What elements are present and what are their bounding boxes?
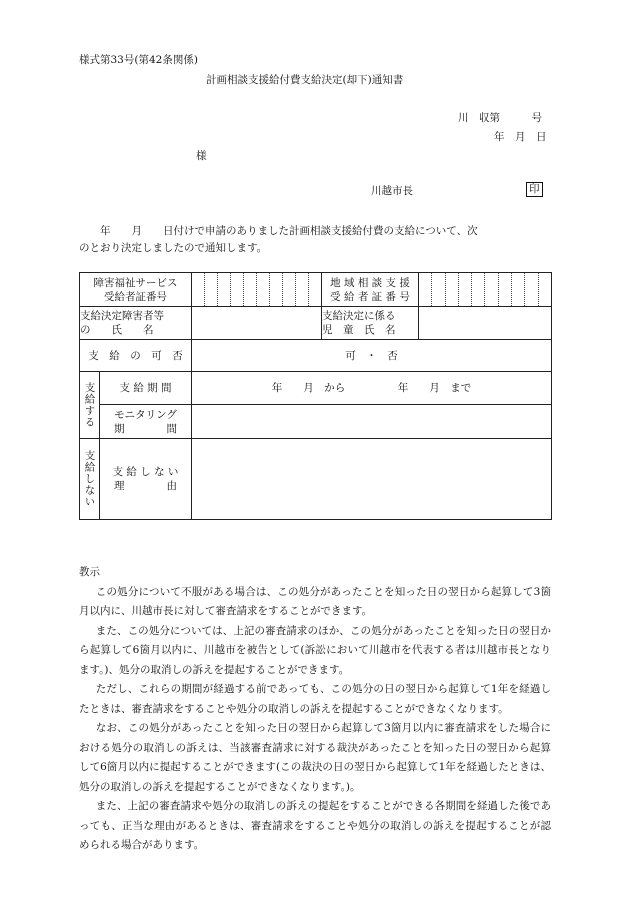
notice-paragraph: ただし、これらの期間が経過する前であっても、この処分の日の翌日から起算して1年を経過したときは、審査請求をすることや処分の取消しの訴えを提起することができなくなります。	[79, 683, 551, 715]
regional-number-label: 地 域 相 談 支 援 受 給 者 証 番 号	[322, 273, 419, 307]
notice-heading: 教示	[79, 566, 100, 578]
recipient-number-field[interactable]	[192, 273, 322, 307]
issuer-name: 川越市長	[371, 185, 413, 197]
grant-section-label: 支給する	[80, 372, 100, 439]
deny-reason-label: 支 給 し な い 理 由	[100, 439, 192, 520]
issue-date: 年 月 日	[494, 131, 547, 143]
approval-choice[interactable]: 可 ・ 否	[192, 340, 552, 372]
decision-table	[79, 272, 552, 520]
notice-section	[79, 563, 551, 856]
form-number: 様式第33号(第42条関係)	[79, 54, 198, 66]
notice-paragraph: また、この処分については、上記の審査請求のほか、この処分があったことを知った日の翌日から起算して6箇月以内に、川越市を被告として(訴訟において川越市を代表する者は川越市長となります。)、処分の取消しの訴えを提起することができます。	[79, 624, 551, 676]
deny-section-label: 支給しない	[80, 439, 100, 520]
notice-paragraph: また、上記の審査請求や処分の取消しの訴えの提起をすることができる各期間を経過した後であっても、正当な理由があるときは、審査請求をすることや処分の取消しの訴えを提起することが認められる場合があります。	[79, 800, 551, 851]
grant-period-label: 支 給 期 間	[100, 372, 192, 405]
person-name-label: 支給決定障害者等 の 氏 名	[80, 307, 192, 340]
document-number: 川 収第 号	[458, 112, 542, 124]
regional-number-field[interactable]	[419, 273, 552, 307]
addressee-suffix: 様	[196, 150, 207, 162]
seal-mark: 印	[526, 182, 543, 197]
notice-paragraph: なお、この処分があったことを知った日の翌日から起算して3箇月以内に審査請求をした場合における処分の取消しの訴えは、当該審査請求に対する裁決があったことを知った日の翌日から起算して6箇月以内に提起することができます(この裁決の日の翌日から起算して1年を経過したときは、処分の取消しの訴えを提起することができなくなります。)。	[79, 722, 551, 793]
deny-reason-field[interactable]	[192, 439, 552, 520]
monitoring-period-field[interactable]	[192, 405, 552, 439]
approval-label: 支 給 の 可 否	[80, 340, 192, 372]
recipient-number-label: 障害福祉サービス 受給者証番号	[80, 273, 192, 307]
document-title: 計画相談支援給付費支給決定(却下)通知書	[206, 74, 404, 86]
person-name-field[interactable]	[192, 307, 322, 340]
child-name-label: 支給決定に係る 児 童 氏 名	[322, 307, 419, 340]
monitoring-period-label: モニタリング 期 間	[100, 405, 192, 439]
intro-line-2: のとおり決定しましたので通知します。	[79, 242, 268, 254]
notice-paragraph: この処分について不服がある場合は、この処分があったことを知った日の翌日から起算して3箇月以内に、川越市長に対して審査請求をすることができます。	[79, 585, 551, 617]
grant-period-field[interactable]: 年 月 から 年 月 まで	[192, 372, 552, 405]
intro-line-1: 年 月 日付けで申請のありました計画相談支援給付費の支給について、次	[79, 225, 478, 237]
child-name-field[interactable]	[419, 307, 552, 340]
